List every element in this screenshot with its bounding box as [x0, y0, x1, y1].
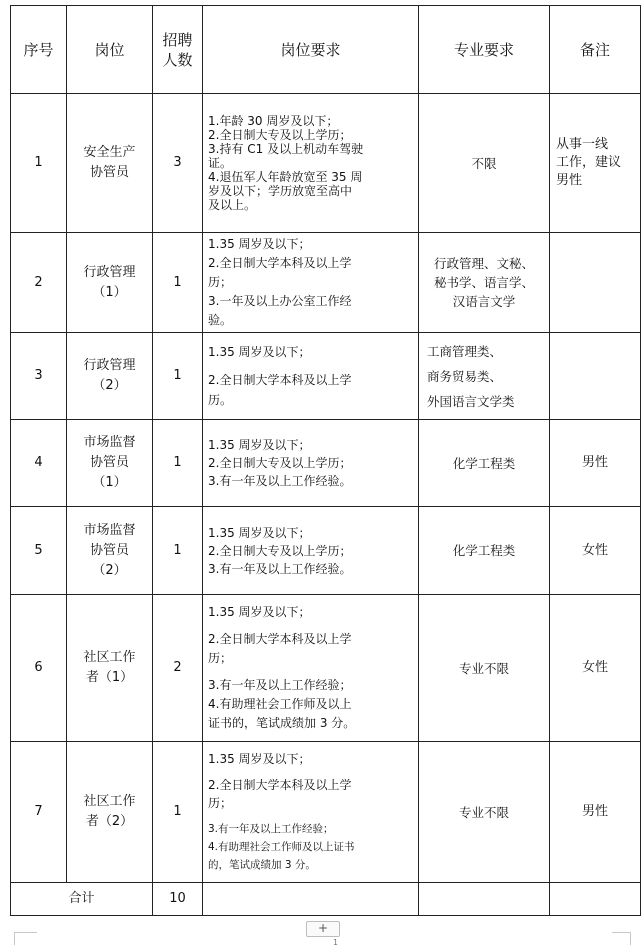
- note-line: 女性: [581, 542, 608, 558]
- note-line: 从事一线: [556, 137, 609, 152]
- cell-position: [67, 420, 153, 507]
- cell-major: [419, 233, 550, 333]
- position-line: 社区工作: [83, 794, 136, 809]
- position-line: （1）: [92, 284, 127, 300]
- cell-major: [419, 742, 550, 883]
- requirement-line: 4.退伍军人年龄放宽至 35 周: [208, 170, 363, 184]
- requirement-line: 2.全日制大学本科及以上学: [208, 632, 352, 646]
- cell-count: 1: [153, 420, 203, 507]
- cell-major: [419, 507, 550, 595]
- table-row: [11, 507, 641, 595]
- cell-seq: 7: [11, 742, 67, 883]
- requirement-line: 历；: [208, 651, 233, 665]
- major-line: 专业不限: [458, 660, 509, 676]
- cell-note: [550, 233, 641, 333]
- cell-note: [550, 742, 641, 883]
- requirement-line: 1.35 周岁及以下；: [208, 345, 311, 359]
- cell-count: 1: [153, 507, 203, 595]
- requirement-line: 及以上。: [208, 198, 257, 212]
- header-count-line1: 招聘: [162, 30, 193, 49]
- position-line: （2）: [92, 378, 127, 393]
- table-row: [11, 333, 641, 420]
- header-count: [153, 6, 203, 94]
- major-line: 外国语言文学类: [427, 393, 515, 409]
- total-empty-cell: [419, 883, 550, 916]
- requirement-line: 2.全日制大学本科及以上学: [208, 373, 352, 387]
- cell-seq: 1: [11, 94, 67, 233]
- requirement-line: 的，笔试成绩加 3 分。: [208, 859, 316, 871]
- cell-major: [419, 94, 550, 233]
- cell-requirements: [203, 94, 419, 233]
- cell-note: [550, 507, 641, 595]
- cell-requirements: [203, 595, 419, 742]
- requirement-line: 4.有助理社会工作师及以上: [208, 697, 352, 711]
- cell-count: 3: [153, 94, 203, 233]
- position-line: 行政管理: [83, 264, 136, 280]
- cell-seq: 3: [11, 333, 67, 420]
- page-number: 1: [333, 938, 339, 947]
- cell-position: [67, 595, 153, 742]
- cell-count: 2: [153, 595, 203, 742]
- header-count-line2: 人数: [162, 50, 193, 69]
- table-row: [11, 420, 641, 507]
- cell-note: [550, 333, 641, 420]
- requirement-line: 验。: [208, 313, 233, 327]
- major-line: 秘书学、语言学、: [433, 275, 534, 290]
- note-line: 工作，建议: [556, 155, 622, 170]
- note-line: 男性: [581, 804, 608, 819]
- cell-major: [419, 420, 550, 507]
- position-line: 协管员: [89, 542, 129, 558]
- major-line: 专业不限: [458, 804, 509, 820]
- cell-position: [67, 333, 153, 420]
- cell-major: [419, 333, 550, 420]
- position-line: 协管员: [89, 165, 129, 180]
- requirement-line: 2.全日制大专及以上学历；: [208, 543, 352, 558]
- requirement-line: 3.有一年及以上工作经验。: [208, 474, 352, 488]
- cell-note: [550, 94, 641, 233]
- page-corner-mark: [14, 932, 37, 945]
- requirement-line: 2.全日制大专及以上学历；: [208, 456, 352, 470]
- requirement-line: 岁及以下；学历放宽至高中: [208, 184, 353, 198]
- major-line: 商务贸易类、: [427, 368, 503, 384]
- requirement-line: 历。: [208, 393, 233, 407]
- cell-seq: 5: [11, 507, 67, 595]
- recruitment-table: [10, 5, 641, 916]
- position-line: 行政管理: [83, 358, 136, 373]
- requirement-line: 4.有助理社会工作师及以上证书: [208, 841, 355, 853]
- note-line: 男性: [581, 455, 608, 470]
- position-line: 市场监督: [83, 435, 136, 450]
- cell-seq: 6: [11, 595, 67, 742]
- header-row: [11, 6, 641, 94]
- position-line: 者（2）: [85, 814, 134, 829]
- header-position: 岗位: [67, 6, 153, 94]
- requirement-line: 证书的，笔试成绩加 3 分。: [208, 716, 356, 730]
- major-line: 汉语言文学: [452, 294, 516, 309]
- cell-note: [550, 595, 641, 742]
- page-footer: [0, 921, 644, 947]
- requirement-line: 3.有一年及以上工作经验；: [208, 678, 352, 692]
- major-line: 行政管理、文秘、: [433, 256, 534, 271]
- requirement-line: 1.35 周岁及以下；: [208, 752, 311, 766]
- total-empty-cell: [550, 883, 641, 916]
- total-count: 10: [153, 883, 203, 916]
- position-line: 安全生产: [83, 145, 136, 160]
- table-row: [11, 595, 641, 742]
- requirement-line: 1.35 周岁及以下；: [208, 237, 311, 251]
- table-row: [11, 94, 641, 233]
- cell-seq: 4: [11, 420, 67, 507]
- major-line: 不限: [471, 155, 497, 171]
- requirement-line: 历；: [208, 796, 233, 810]
- cell-requirements: [203, 507, 419, 595]
- note-line: 男性: [556, 173, 583, 188]
- requirement-line: 1.年龄 30 周岁及以下；: [208, 114, 339, 128]
- cell-count: 1: [153, 233, 203, 333]
- requirement-line: 证。: [208, 156, 233, 170]
- requirement-line: 2.全日制大学本科及以上学: [208, 778, 352, 792]
- requirement-line: 3.有一年及以上工作经验。: [208, 561, 352, 576]
- cell-requirements: [203, 333, 419, 420]
- major-line: 化学工程类: [452, 543, 516, 558]
- cell-seq: 2: [11, 233, 67, 333]
- requirement-line: 1.35 周岁及以下；: [208, 525, 311, 540]
- note-line: 女性: [581, 660, 608, 675]
- total-empty-cell: [203, 883, 419, 916]
- position-line: 社区工作: [83, 650, 136, 665]
- page-corner-mark: [612, 932, 631, 945]
- cell-position: [67, 742, 153, 883]
- requirement-line: 3.有一年及以上工作经验；: [208, 823, 334, 835]
- table-row: [11, 233, 641, 333]
- header-seq: 序号: [11, 6, 67, 94]
- position-line: 协管员: [89, 455, 129, 470]
- header-requirements: 岗位要求: [203, 6, 419, 94]
- requirement-line: 2.全日制大学本科及以上学: [208, 256, 352, 270]
- add-page-button[interactable]: +: [306, 921, 340, 937]
- requirement-line: 3.持有 C1 及以上机动车驾驶: [208, 142, 364, 156]
- cell-position: [67, 507, 153, 595]
- cell-requirements: [203, 233, 419, 333]
- requirement-line: 历；: [208, 275, 233, 289]
- position-line: （2）: [92, 562, 127, 578]
- table-row: [11, 742, 641, 883]
- requirement-line: 1.35 周岁及以下；: [208, 438, 311, 452]
- header-note: 备注: [550, 6, 641, 94]
- cell-position: [67, 94, 153, 233]
- cell-major: [419, 595, 550, 742]
- requirement-line: 3.一年及以上办公室工作经: [208, 294, 352, 308]
- position-line: （1）: [92, 475, 127, 490]
- cell-count: 1: [153, 333, 203, 420]
- requirement-line: 1.35 周岁及以下；: [208, 605, 311, 619]
- cell-note: [550, 420, 641, 507]
- position-line: 者（1）: [85, 670, 134, 685]
- cell-requirements: [203, 420, 419, 507]
- cell-position: [67, 233, 153, 333]
- cell-requirements: [203, 742, 419, 883]
- header-major: 专业要求: [419, 6, 550, 94]
- major-line: 工商管理类、: [427, 343, 503, 359]
- position-line: 市场监督: [83, 522, 136, 538]
- total-row: [11, 883, 641, 916]
- major-line: 化学工程类: [452, 455, 516, 471]
- requirement-line: 2.全日制大专及以上学历；: [208, 128, 352, 142]
- total-label: 合计: [11, 883, 153, 916]
- cell-count: 1: [153, 742, 203, 883]
